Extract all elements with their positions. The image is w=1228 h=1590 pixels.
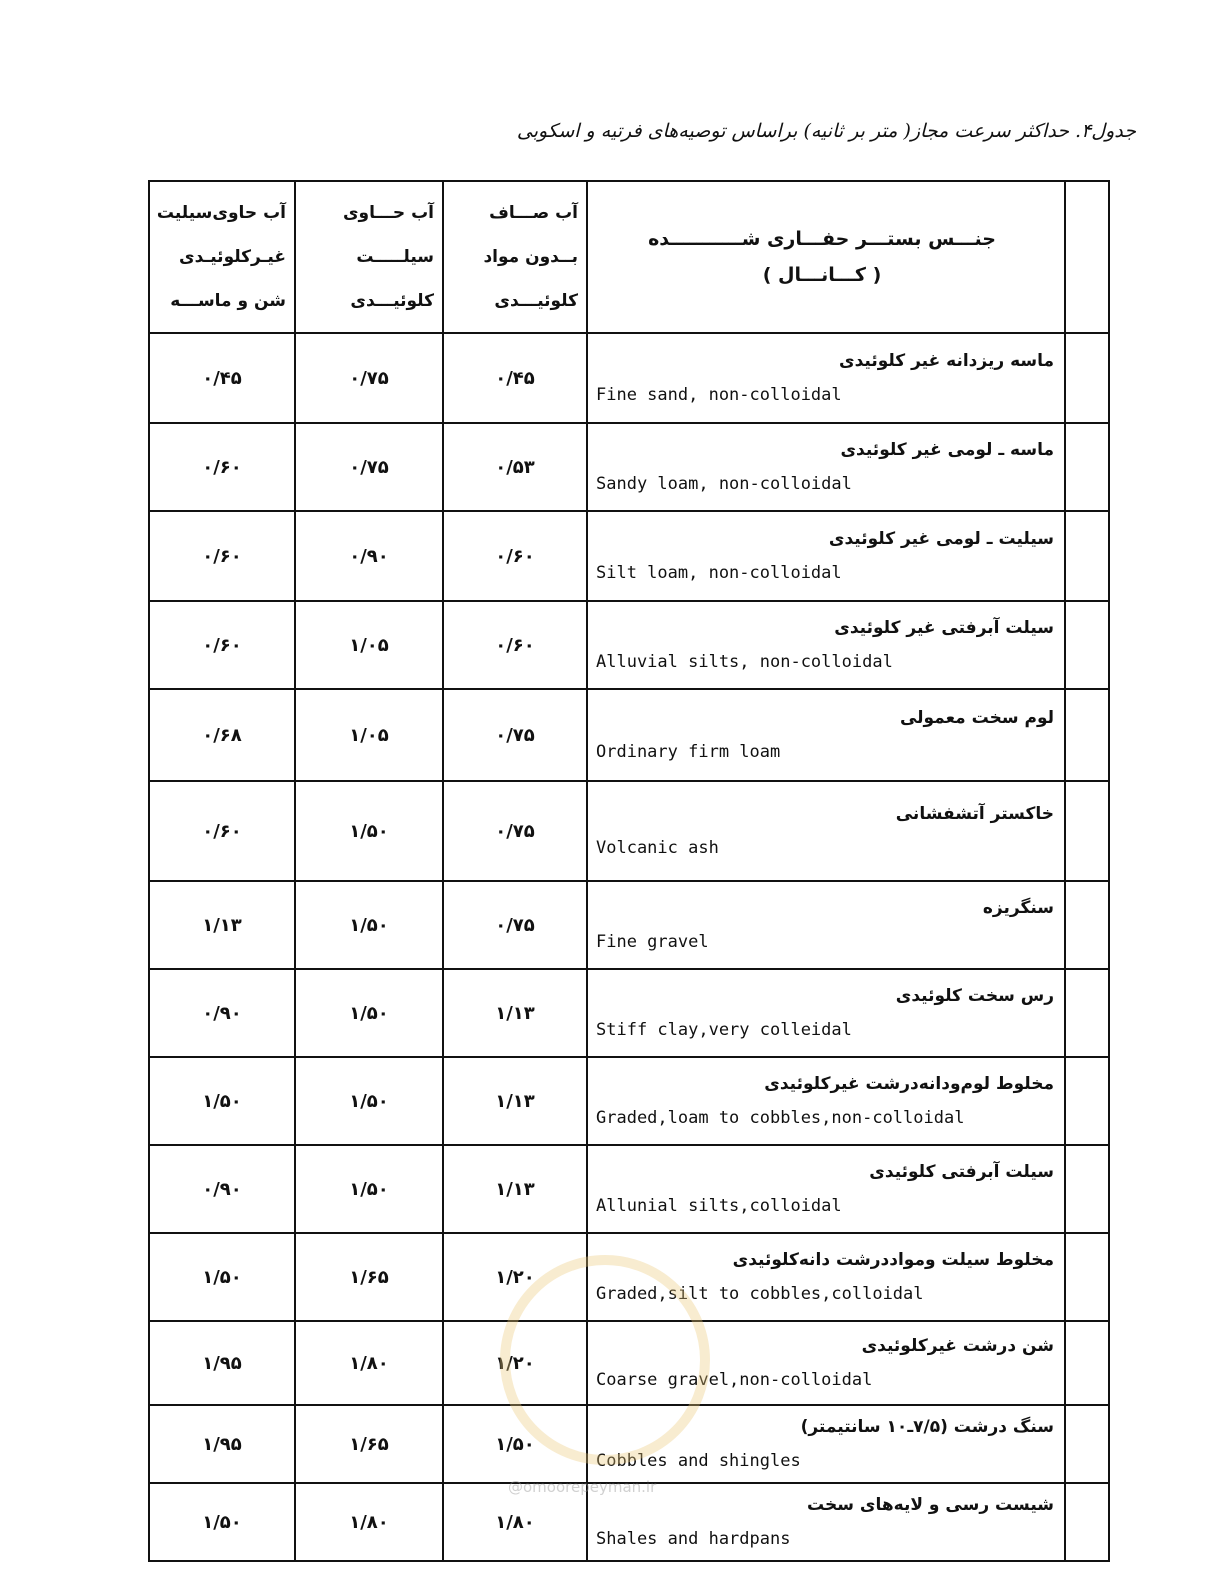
- table-row: [149, 1405, 1109, 1483]
- blank-cell: [1065, 969, 1109, 1057]
- value-clear-water: ۰/۵۳: [443, 423, 587, 511]
- blank-cell: [1065, 1483, 1109, 1561]
- blank-cell: [1065, 781, 1109, 881]
- value-non-colloidal: ۰/۹۰: [149, 969, 295, 1057]
- blank-cell: [1065, 1405, 1109, 1483]
- value-clear-water: ۰/۷۵: [443, 689, 587, 781]
- soil-name-persian: لوم سخت معمولی: [899, 708, 1054, 728]
- value-non-colloidal: ۱/۵۰: [149, 1233, 295, 1321]
- soil-name-english: Stiff clay,very colleidal: [596, 1020, 852, 1040]
- value-non-colloidal: ۱/۱۳: [149, 881, 295, 969]
- value-non-colloidal: ۰/۶۰: [149, 511, 295, 601]
- soil-type-cell: [587, 881, 1065, 969]
- value-clear-water: ۰/۴۵: [443, 333, 587, 423]
- soil-name-english: Graded,loam to cobbles,non-colloidal: [596, 1108, 965, 1128]
- value-colloidal-silt: ۱/۸۰: [295, 1321, 443, 1405]
- value-colloidal-silt: ۰/۷۵: [295, 423, 443, 511]
- blank-cell: [1065, 1145, 1109, 1233]
- value-colloidal-silt: ۱/۵۰: [295, 781, 443, 881]
- soil-type-cell: [587, 511, 1065, 601]
- value-non-colloidal: ۱/۹۵: [149, 1321, 295, 1405]
- value-colloidal-silt: ۰/۹۰: [295, 511, 443, 601]
- soil-name-persian: ماسه ریزدانه غیر کلوئیدی: [838, 351, 1054, 371]
- soil-type-cell: [587, 969, 1065, 1057]
- value-non-colloidal: ۱/۹۵: [149, 1405, 295, 1483]
- soil-table-wrap: [148, 180, 1110, 1562]
- table-row: [149, 881, 1109, 969]
- soil-type-cell: [587, 1405, 1065, 1483]
- value-clear-water: ۱/۲۰: [443, 1321, 587, 1405]
- soil-name-english: Graded,silt to cobbles,colloidal: [596, 1284, 924, 1304]
- value-colloidal-silt: ۱/۶۵: [295, 1405, 443, 1483]
- soil-name-persian: ماسه ـ لومی غیر کلوئیدی: [840, 440, 1054, 460]
- soil-name-persian: سیلت آبرفتی کلوئیدی: [869, 1162, 1054, 1182]
- watermark-text: @omoorepeyman.ir: [508, 1478, 657, 1496]
- blank-cell: [1065, 511, 1109, 601]
- soil-type-cell: [587, 1057, 1065, 1145]
- value-colloidal-silt: ۱/۵۰: [295, 1145, 443, 1233]
- value-non-colloidal: ۰/۶۰: [149, 423, 295, 511]
- soil-name-english: Fine gravel: [596, 932, 709, 952]
- header-clear-water: آب صـــاف بــدون مواد کلوئیـــدی: [443, 181, 587, 333]
- value-clear-water: ۰/۶۰: [443, 601, 587, 689]
- value-non-colloidal: ۰/۴۵: [149, 333, 295, 423]
- header-soil-type: جنـــس بستـــر حفـــاری شـــــــــــده ( کـــانـــال ): [587, 181, 1065, 333]
- table-row: [149, 1483, 1109, 1561]
- table-row: [149, 1321, 1109, 1405]
- value-non-colloidal: ۰/۶۸: [149, 689, 295, 781]
- value-non-colloidal: ۰/۶۰: [149, 781, 295, 881]
- table-row: [149, 1233, 1109, 1321]
- value-colloidal-silt: ۱/۵۰: [295, 881, 443, 969]
- value-clear-water: ۰/۷۵: [443, 781, 587, 881]
- value-clear-water: ۱/۵۰: [443, 1405, 587, 1483]
- soil-name-persian: مخلوط لوم‌ودانه‌درشت غیرکلوئیدی: [764, 1074, 1054, 1094]
- soil-type-cell: [587, 689, 1065, 781]
- value-clear-water: ۱/۱۳: [443, 1057, 587, 1145]
- value-colloidal-silt: ۱/۵۰: [295, 1057, 443, 1145]
- table-row: [149, 1057, 1109, 1145]
- velocity-table: [148, 180, 1110, 1562]
- table-row: [149, 423, 1109, 511]
- header-non-colloidal: آب حاوی‌سیلیت غیـرکلوئیـدی شن و ماســـه: [149, 181, 295, 333]
- value-clear-water: ۱/۸۰: [443, 1483, 587, 1561]
- value-non-colloidal: ۰/۹۰: [149, 1145, 295, 1233]
- soil-type-cell: [587, 1483, 1065, 1561]
- value-colloidal-silt: ۰/۷۵: [295, 333, 443, 423]
- table-row: [149, 511, 1109, 601]
- blank-cell: [1065, 1321, 1109, 1405]
- blank-cell: [1065, 601, 1109, 689]
- value-clear-water: ۱/۱۳: [443, 969, 587, 1057]
- soil-type-cell: [587, 1233, 1065, 1321]
- soil-type-cell: [587, 1145, 1065, 1233]
- value-non-colloidal: ۱/۵۰: [149, 1057, 295, 1145]
- blank-cell: [1065, 881, 1109, 969]
- soil-name-persian: سنگریزه: [982, 898, 1054, 918]
- soil-name-english: Shales and hardpans: [596, 1529, 791, 1549]
- value-non-colloidal: ۰/۶۰: [149, 601, 295, 689]
- soil-name-english: Cobbles and shingles: [596, 1451, 801, 1471]
- soil-name-english: Alluvial silts, non-colloidal: [596, 652, 893, 672]
- value-clear-water: ۰/۶۰: [443, 511, 587, 601]
- table-row: [149, 1145, 1109, 1233]
- soil-type-cell: [587, 1321, 1065, 1405]
- header-colloidal-silt: آب حـــاوی سیلـــــت کلوئیـــدی: [295, 181, 443, 333]
- soil-type-cell: [587, 601, 1065, 689]
- table-row: [149, 601, 1109, 689]
- soil-name-english: Coarse gravel,non-colloidal: [596, 1370, 873, 1390]
- soil-name-english: Volcanic ash: [596, 838, 719, 858]
- soil-name-persian: سنگ درشت (۷/۵ـ۱۰ سانتیمتر): [800, 1417, 1054, 1437]
- soil-name-english: Allunial silts,colloidal: [596, 1196, 842, 1216]
- soil-type-cell: [587, 423, 1065, 511]
- soil-name-persian: سیلیت ـ لومی غیر کلوئیدی: [828, 529, 1054, 549]
- table-row: [149, 689, 1109, 781]
- soil-name-persian: سیلت آبرفتی غیر کلوئیدی: [834, 618, 1054, 638]
- value-non-colloidal: ۱/۵۰: [149, 1483, 295, 1561]
- header-row: [149, 181, 1109, 333]
- blank-cell: [1065, 1233, 1109, 1321]
- blank-cell: [1065, 423, 1109, 511]
- header-blank-cell: [1065, 181, 1109, 333]
- blank-cell: [1065, 689, 1109, 781]
- value-clear-water: ۰/۷۵: [443, 881, 587, 969]
- soil-name-persian: رس سخت کلوئیدی: [895, 986, 1054, 1006]
- soil-name-english: Sandy loam, non-colloidal: [596, 474, 852, 494]
- value-colloidal-silt: ۱/۰۵: [295, 689, 443, 781]
- value-clear-water: ۱/۱۳: [443, 1145, 587, 1233]
- value-colloidal-silt: ۱/۸۰: [295, 1483, 443, 1561]
- value-colloidal-silt: ۱/۶۵: [295, 1233, 443, 1321]
- soil-name-english: Fine sand, non-colloidal: [596, 385, 842, 405]
- soil-name-persian: خاکستر آتشفشانی: [895, 804, 1054, 824]
- value-clear-water: ۱/۲۰: [443, 1233, 587, 1321]
- table-row: [149, 781, 1109, 881]
- table-row: [149, 333, 1109, 423]
- soil-type-cell: [587, 781, 1065, 881]
- blank-cell: [1065, 1057, 1109, 1145]
- blank-cell: [1065, 333, 1109, 423]
- soil-name-english: Ordinary firm loam: [596, 742, 781, 762]
- soil-name-persian: مخلوط سیلت ومواددرشت دانه‌کلوئیدی: [732, 1250, 1054, 1270]
- value-colloidal-silt: ۱/۵۰: [295, 969, 443, 1057]
- value-colloidal-silt: ۱/۰۵: [295, 601, 443, 689]
- soil-name-persian: شیست رسی و لایه‌های سخت: [807, 1495, 1054, 1515]
- table-caption: جدول۴. حداکثر سرعت مجاز( متر بر ثانیه) براساس توصیه‌های فرتیه و اسکوبی: [516, 120, 1136, 142]
- table-row: [149, 969, 1109, 1057]
- soil-type-cell: [587, 333, 1065, 423]
- soil-name-persian: شن درشت غیرکلوئیدی: [861, 1336, 1054, 1356]
- soil-name-english: Silt loam, non-colloidal: [596, 563, 842, 583]
